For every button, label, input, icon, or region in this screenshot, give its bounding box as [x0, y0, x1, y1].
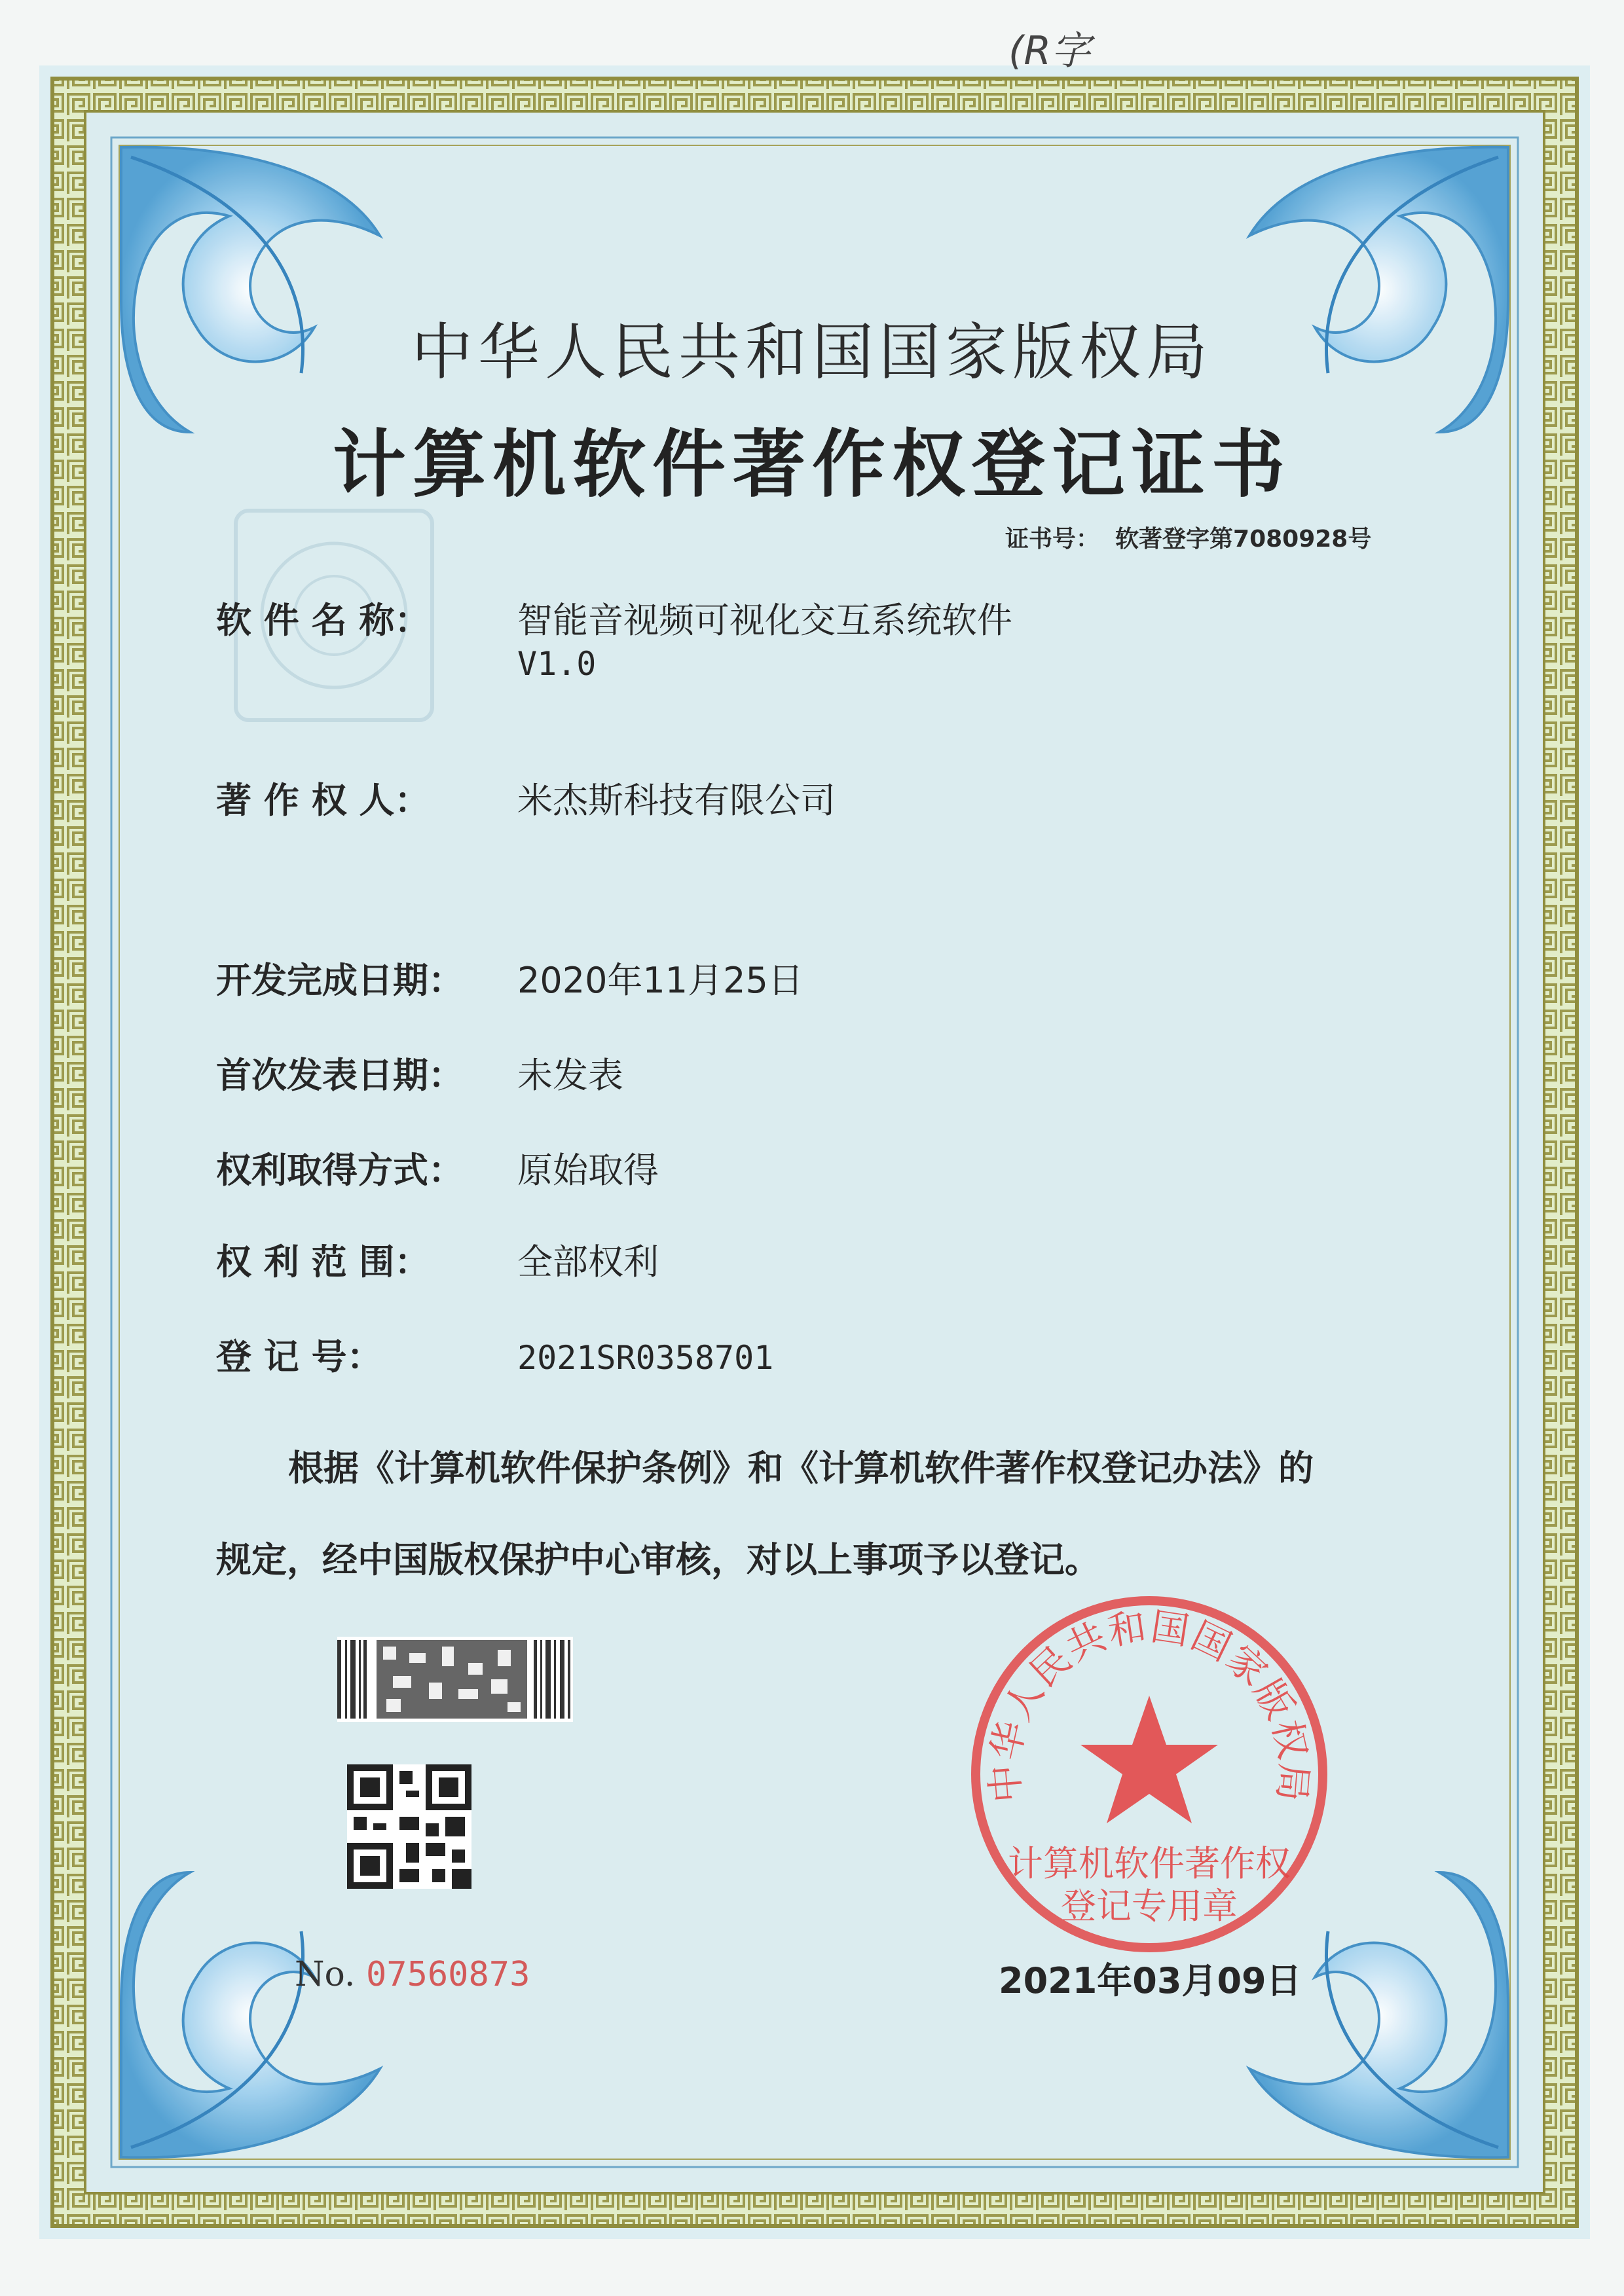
field-software-name [216, 592, 1012, 643]
seal-star [1080, 1696, 1218, 1823]
serial-value: 07560873 [365, 1955, 530, 1994]
field-label: 开发完成日期： [216, 960, 464, 1001]
field-value: 智能音视频可视化交互系统软件 [517, 600, 1012, 641]
field-label: 登 记 号： [216, 1336, 382, 1377]
issue-date: 2021年03月09日 [999, 1960, 1302, 2001]
field-value: 未发表 [517, 1055, 623, 1096]
official-seal [959, 1584, 1339, 1964]
field-value: 原始取得 [517, 1150, 659, 1191]
statement-line-1: 根据《计算机软件保护条例》和《计算机软件著作权登记办法》的 [288, 1448, 1314, 1489]
statement-line-2: 规定，经中国版权保护中心审核，对以上事项予以登记。 [216, 1539, 1100, 1580]
software-version: V1.0 [517, 645, 597, 683]
qr-code-image [347, 1764, 471, 1889]
field-acquisition-method [216, 1142, 659, 1193]
field-label: 软 件 名 称： [216, 600, 430, 641]
cert-no-value: 软著登字第7080928号 [1115, 526, 1372, 553]
field-label: 著 作 权 人： [216, 780, 430, 821]
field-value: 米杰斯科技有限公司 [517, 780, 836, 821]
issuer-title: 中华人民共和国国家版权局 [411, 317, 1213, 388]
certificate-number [1005, 520, 1387, 554]
field-value: 全部权利 [517, 1241, 659, 1283]
seal-line-1: 计算机软件著作权 [1008, 1843, 1291, 1884]
field-copyright-owner [216, 773, 836, 823]
serial-number [295, 1955, 530, 1994]
field-rights-scope [216, 1234, 659, 1285]
field-value: 2020年11月25日 [517, 960, 803, 1001]
field-first-publish-date [216, 1048, 623, 1098]
certificate-title: 计算机软件著作权登记证书 [333, 422, 1291, 507]
barcode-image [337, 1637, 573, 1722]
field-value: 2021SR0358701 [517, 1339, 774, 1377]
field-dev-completion-date [216, 953, 803, 1003]
serial-label: No. [295, 1955, 356, 1994]
field-label: 权利取得方式： [216, 1150, 464, 1191]
field-label: 权 利 范 围： [216, 1241, 430, 1283]
field-registration-number [216, 1329, 773, 1379]
field-label: 首次发表日期： [216, 1055, 464, 1096]
handwritten-mark: (R字 [1008, 28, 1091, 74]
cert-no-label: 证书号： [1005, 526, 1100, 553]
seal-line-2: 登记专用章 [1061, 1886, 1238, 1927]
seal-ring-text: 中华人民共和国国家版权局 [982, 1603, 1317, 1805]
